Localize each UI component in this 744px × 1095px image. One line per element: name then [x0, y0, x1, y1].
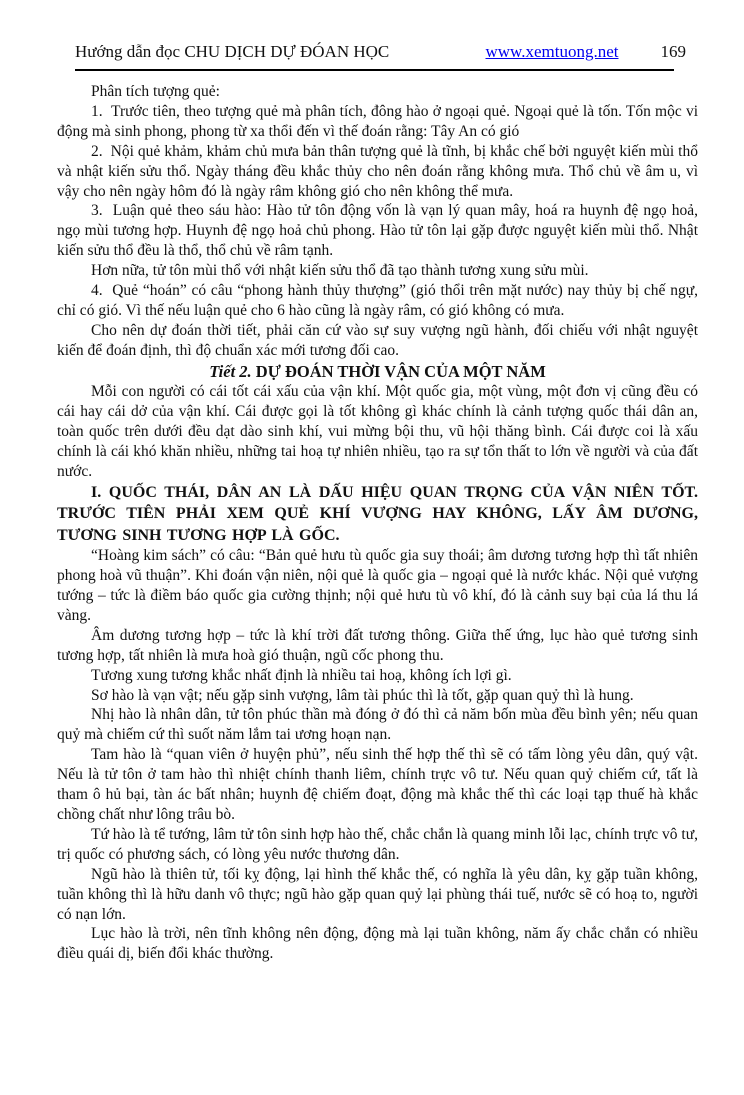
paragraph: Tứ hào là tể tướng, lâm tử tôn sinh hợp hào thế, chắc chắn là quang minh lỗi lạc, chính trực vô tư, trị quốc có phương sách, có lòng yêu nước thương dân. — [57, 825, 698, 863]
paragraph: 2. Nội quẻ khảm, khảm chủ mưa bản thân tượng quẻ là tĩnh, bị khắc chế bởi nguyệt kiến mùi thổ và nhật kiến sửu thổ. Ngày tháng đều khắc thủy cho nên đoán rằng không mưa. Thổ chủ về âm u, vì vậy cho nên ngày hôm đó là ngày râm không gió cho nên không thể mưa. — [57, 142, 698, 200]
paragraph: Âm dương tương hợp – tức là khí trời đất tương thông. Giữa thế ứng, lục hào quẻ tương sinh tương hợp, tất nhiên là mưa hoà gió thuận, ngũ cốc phong thu. — [57, 626, 698, 664]
paragraph: Mỗi con người có cái tốt cái xấu của vận khí. Một quốc gia, một vùng, một đơn vị cũng đều có cái hay cái dở của vận khí. Cái được gọi là tốt không gì khác chính là cảnh tượng quốc thái dân an, toàn quốc trên dưới đều dạt dào sinh khí, vui mừng bội thu, vũ hội thăng bình. Cái được coi là xấu chính là cái khó khăn nhiều, những tai hoạ tự nhiên nhiều, tạo ra sự tổn thất to lớn về người và của đất nước. — [57, 383, 698, 480]
paragraph: Sơ hào là vạn vật; nếu gặp sinh vượng, lâm tài phúc thì là tốt, gặp quan quỷ thì là hung. — [91, 686, 634, 704]
paragraph: Ngũ hào là thiên tử, tối kỵ động, lại hình thế khắc thế, có nghĩa là yêu dân, kỵ gặp tuần không, tuần không thì là hữu danh vô thực; ngũ hào gặp quan quỷ lại phùng thái tuế, nước sẽ có hoạ to, người có nạn lớn. — [57, 865, 698, 923]
section-title-prefix: Tiết 2. — [209, 361, 252, 381]
header-divider — [75, 69, 674, 71]
paragraph: Tương xung tương khắc nhất định là nhiều tai hoạ, không ích lợi gì. — [91, 666, 512, 684]
paragraph: 1. Trước tiên, theo tượng quẻ mà phân tích, đông hào ở ngoại quẻ. Ngoại quẻ là tốn. Tốn mộc vi động mà sinh phong, phong từ xa thổi đến vì thế đoán rằng: Tây An có gió — [57, 102, 698, 140]
website-link[interactable]: www.xemtuong.net — [485, 42, 619, 61]
paragraph: Tam hào là “quan viên ở huyện phủ”, nếu sinh thế hợp thế thì sẽ có tấm lòng yêu dân, quý vật. Nếu là tử tôn ở tam hào thì nhiệt chính thanh liêm, chính trực vô tư. Nếu quan quỷ chiếm cứ, tất là tham ô hủ bại, tàn ác bất nhân; huynh đệ chiếm đoạt, động mà khắc thế thì các loại tạp thuế hà khắc chồng chất như lông trâu bò. — [57, 746, 698, 823]
page-number: 169 — [660, 42, 686, 61]
page-header — [75, 42, 686, 62]
paragraph: Phân tích tượng quẻ: — [91, 83, 220, 100]
paragraph: 3. Luận quẻ theo sáu hào: Hào tử tôn động vốn là vạn lý quan mây, hoá ra huynh đệ ngọ hoả, ngọ mùi tương hợp. Huynh đệ ngọ hoả chủ phong. Hào tử tôn lại gặp được nguyệt kiến mùi thổ. Nhật kiến sửu thổ đều là thổ, thổ chủ về râm tạnh. — [57, 202, 698, 260]
paragraph: 4. Quẻ “hoán” có câu “phong hành thủy thượng” (gió thổi trên mặt nước) nay thủy bị chế ngự, chỉ có gió. Vì thế nếu luận quẻ cho 6 hào cũng là ngày râm, có gió không có mưa. — [57, 282, 698, 319]
running-head-title: Hướng dẫn đọc CHU DỊCH DỰ ĐÓAN HỌC — [75, 42, 390, 61]
section-heading: I. QUỐC THÁI, DÂN AN LÀ DẤU HIỆU QUAN TRỌNG CỦA VẬN NIÊN TỐT. TRƯỚC TIÊN PHẢI XEM QUẺ KHÍ VƯỢNG HAY KHÔNG, LẤY ÂM DƯƠNG, TƯƠNG SINH TƯƠNG HỢP LÀ GỐC. — [57, 483, 698, 544]
section-title — [57, 361, 698, 383]
paragraph: Hơn nữa, tử tôn mùi thổ với nhật kiến sửu thổ đã tạo thành tương xung sửu mùi. — [91, 262, 589, 280]
paragraph: Nhị hào là nhân dân, tử tôn phúc thần mà đóng ở đó thì cả năm bốn mùa đều bình yên; nếu quan quỷ mà chiếm cứ thì suốt năm lắm tai ương hoạn nạn. — [57, 706, 698, 744]
book-page — [0, 42, 744, 1095]
paragraph: “Hoàng kim sách” có câu: “Bản quẻ hưu tù quốc gia suy thoái; âm dương tương hợp thì tất nhiên phong hoà vũ thuận”. Khi đoán vận niên, nội quẻ là quốc gia – ngoại quẻ là nước khác. Nội quẻ vượng tướng – tức là điềm báo quốc gia cường thịnh; nội quẻ hưu tù vô khí, đó là cảnh suy bại của lá thu lá vàng. — [57, 547, 698, 624]
section-title-text: DỰ ĐOÁN THỜI VẬN CỦA MỘT NĂM — [251, 361, 546, 381]
paragraph: Cho nên dự đoán thời tiết, phải căn cứ vào sự suy vượng ngũ hành, đối chiếu với nhật nguyệt kiến để đoán định, thì độ chuẩn xác mới tương đối cao. — [57, 321, 698, 359]
paragraph: Lục hào là trời, nên tĩnh không nên động, động mà lại tuần không, năm ấy chắc chắn có nhiều điều quái dị, biến đổi khác thường. — [57, 925, 698, 963]
page-body-text — [57, 82, 698, 964]
